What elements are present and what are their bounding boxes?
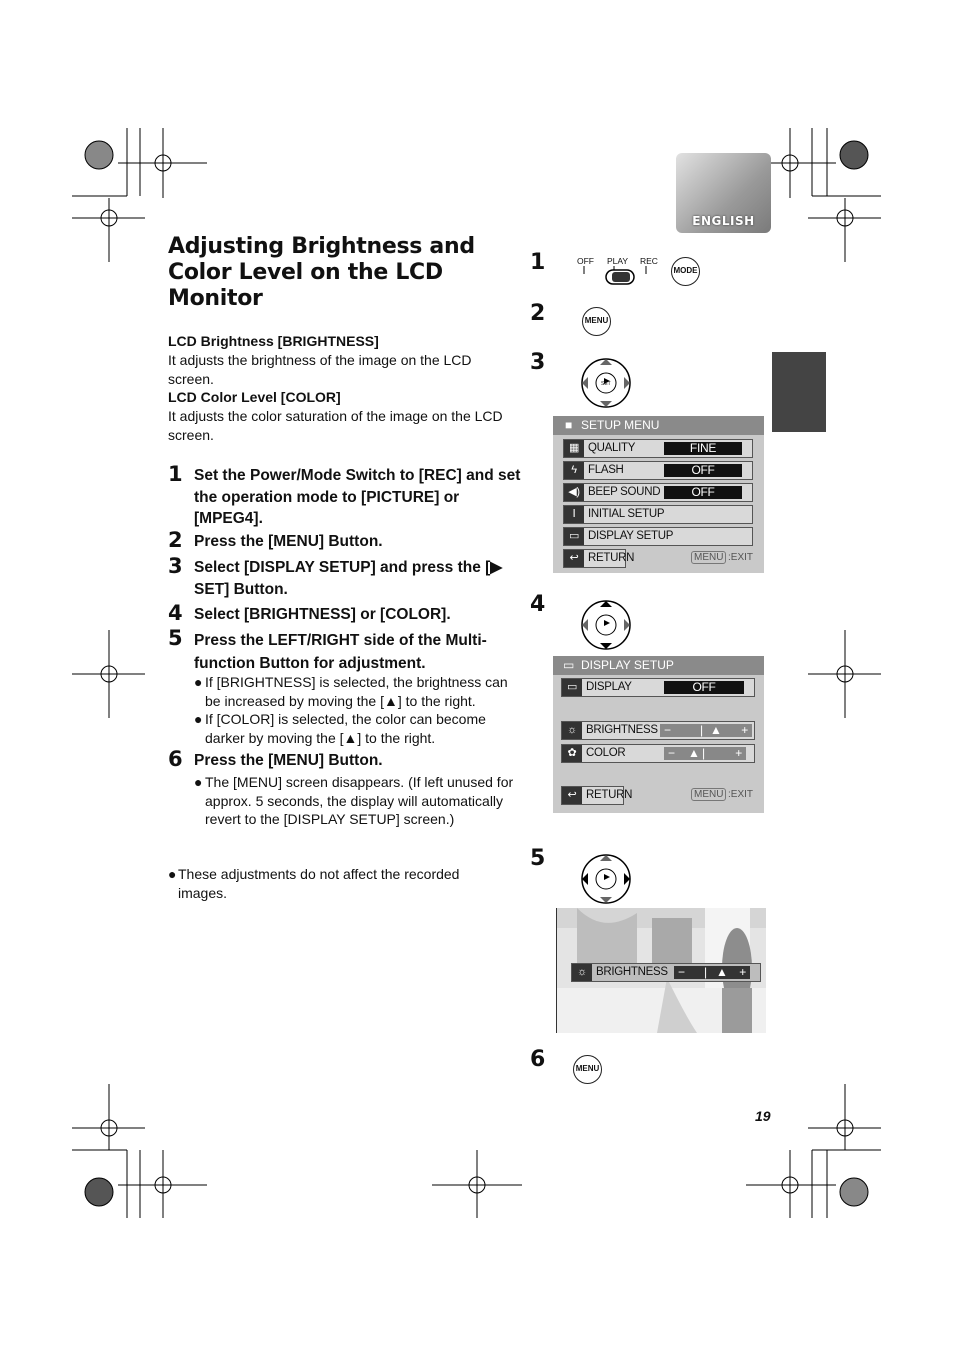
switch-label-rec: REC xyxy=(640,256,658,266)
setting-row-display[interactable] xyxy=(561,678,755,697)
figure-number-6: 6 xyxy=(530,1047,546,1072)
setting-label: COLOR xyxy=(586,747,626,759)
return-button[interactable] xyxy=(561,786,633,805)
display-setup-panel xyxy=(553,656,764,813)
color-text: It adjusts the color saturation of the image on the LCD screen. xyxy=(168,408,503,443)
brightness-slider[interactable] xyxy=(660,724,752,737)
plus-icon: + xyxy=(741,723,748,737)
menu-row-label: BEEP SOUND xyxy=(588,486,661,498)
menu-row-label: DISPLAY SETUP xyxy=(588,530,674,542)
multi-function-button-icon xyxy=(578,597,634,653)
menu-row-value: FINE xyxy=(664,442,742,455)
display-icon: ▭ xyxy=(562,679,582,696)
setting-label: BRIGHTNESS xyxy=(586,724,658,736)
return-icon: ↩ xyxy=(564,550,584,567)
bullet-dot: ● xyxy=(194,774,203,790)
sun-icon: ☼ xyxy=(562,722,582,739)
menu-row-label: QUALITY xyxy=(588,442,636,454)
figure-number-1: 1 xyxy=(530,250,546,275)
return-icon: ↩ xyxy=(562,787,582,804)
language-tab-label: ENGLISH xyxy=(692,214,755,228)
live-view-image xyxy=(556,908,766,1033)
bullet-dot: ● xyxy=(168,866,177,882)
minus-icon: − xyxy=(678,965,685,979)
menu-row-flash[interactable] xyxy=(563,461,753,480)
menu-row-quality[interactable] xyxy=(563,439,753,458)
bullet-dot: ● xyxy=(194,674,203,690)
figure-number-5: 5 xyxy=(530,846,546,871)
tick-mark: | xyxy=(704,965,707,979)
return-label: RETURN xyxy=(588,552,635,564)
exit-label: :EXIT xyxy=(728,552,754,563)
power-mode-switch-icon xyxy=(580,266,660,288)
multi-function-button-icon xyxy=(578,851,634,907)
figure-number-2: 2 xyxy=(530,301,546,326)
set-label: SET xyxy=(601,381,611,387)
display-setup-icon: ▭ xyxy=(564,528,584,545)
level-indicator-icon: ▲ xyxy=(716,965,728,979)
setting-row-brightness[interactable] xyxy=(561,721,755,740)
menu-key-badge: MENU xyxy=(691,551,726,564)
quality-icon: ▦ xyxy=(564,440,584,457)
page-title: Adjusting Brightness and Color Level on the LCD Monitor xyxy=(168,234,475,311)
sun-icon: ☼ xyxy=(572,964,592,981)
initial-setup-icon: Ⅰ xyxy=(564,506,584,523)
mode-button-icon: MODE xyxy=(671,257,700,286)
minus-icon: − xyxy=(664,723,671,737)
display-setup-header xyxy=(553,656,764,675)
level-indicator-icon: ▲ xyxy=(710,723,722,737)
setting-label: DISPLAY xyxy=(586,681,632,693)
plus-icon: + xyxy=(739,965,746,979)
switch-label-play: PLAY xyxy=(607,256,629,266)
display-setup-title: DISPLAY SETUP xyxy=(581,658,674,672)
step-6-text: Press the [MENU] Button. xyxy=(194,752,383,769)
setup-menu-title: SETUP MENU xyxy=(581,418,660,432)
return-button[interactable] xyxy=(563,549,635,568)
menu-key-badge: MENU xyxy=(691,788,726,801)
step-5-number: 5 xyxy=(168,626,183,650)
display-setup-icon: ▭ xyxy=(563,658,575,672)
step-6-number: 6 xyxy=(168,747,183,771)
brightness-text: It adjusts the brightness of the image on the LCD screen. xyxy=(168,352,472,387)
setting-row-color[interactable] xyxy=(561,744,755,763)
step-2-text: Press the [MENU] Button. xyxy=(194,533,383,550)
minus-icon: − xyxy=(668,746,675,760)
setting-value: OFF xyxy=(664,681,744,694)
section-tab xyxy=(772,352,826,432)
plus-icon: + xyxy=(735,746,742,760)
flash-icon: ϟ xyxy=(564,462,584,479)
beep-icon: ◀) xyxy=(564,484,584,501)
note-text: These adjustments do not affect the recorded images. xyxy=(178,866,460,901)
level-indicator-icon: ▲ xyxy=(688,746,700,760)
camera-icon: ■ xyxy=(565,418,573,432)
setup-menu-header xyxy=(553,416,764,435)
exit-label: :EXIT xyxy=(728,789,754,800)
return-label: RETURN xyxy=(586,789,633,801)
menu-row-beep-sound[interactable] xyxy=(563,483,753,502)
step-4-number: 4 xyxy=(168,601,183,625)
bullet-dot: ● xyxy=(194,711,203,727)
step-4-text: Select [BRIGHTNESS] or [COLOR]. xyxy=(194,606,451,623)
color-slider[interactable] xyxy=(664,747,746,760)
menu-row-initial-setup[interactable] xyxy=(563,505,753,524)
step-6-bullet-1: The [MENU] screen disappears. (If left unused for approx. 5 seconds, the display will automatically revert to the [DISPLAY SETUP] screen.) xyxy=(205,774,514,827)
figure-number-3: 3 xyxy=(530,350,546,375)
brightness-overlay[interactable] xyxy=(571,963,761,982)
language-tab xyxy=(676,153,771,233)
brightness-heading: LCD Brightness [BRIGHTNESS] xyxy=(168,333,379,349)
menu-button-icon: MENU xyxy=(573,1055,602,1084)
color-heading: LCD Color Level [COLOR] xyxy=(168,389,341,405)
menu-button-icon: MENU xyxy=(582,307,611,336)
step-1-number: 1 xyxy=(168,462,183,486)
step-1-text: Set the Power/Mode Switch to [REC] and set the operation mode to [PICTURE] or [MPEG4]. xyxy=(194,467,521,527)
page-number: 19 xyxy=(755,1108,771,1124)
menu-row-value: OFF xyxy=(664,486,742,499)
step-2-number: 2 xyxy=(168,528,183,552)
tick-mark: | xyxy=(702,746,705,760)
brightness-overlay-label: BRIGHTNESS xyxy=(596,966,668,978)
color-icon: ✿ xyxy=(562,745,582,762)
tick-mark: | xyxy=(700,723,703,737)
step-5-bullet-2: If [COLOR] is selected, the color can become darker by moving the [▲] to the right. xyxy=(205,711,486,746)
menu-row-label: INITIAL SETUP xyxy=(588,508,665,520)
figure-number-4: 4 xyxy=(530,592,546,617)
switch-label-off: OFF xyxy=(577,256,594,266)
brightness-slider[interactable] xyxy=(674,966,750,979)
step-3-text: Select [DISPLAY SETUP] and press the [▶ SET] Button. xyxy=(194,559,503,598)
setup-menu-panel xyxy=(553,416,764,573)
menu-row-label: FLASH xyxy=(588,464,624,476)
step-5-text: Press the LEFT/RIGHT side of the Multi-function Button for adjustment. xyxy=(194,632,487,672)
menu-row-value: OFF xyxy=(664,464,742,477)
step-5-bullet-1: If [BRIGHTNESS] is selected, the brightness can be increased by moving the [▲] to the right. xyxy=(205,674,508,709)
menu-row-display-setup[interactable] xyxy=(563,527,753,546)
step-3-number: 3 xyxy=(168,554,183,578)
